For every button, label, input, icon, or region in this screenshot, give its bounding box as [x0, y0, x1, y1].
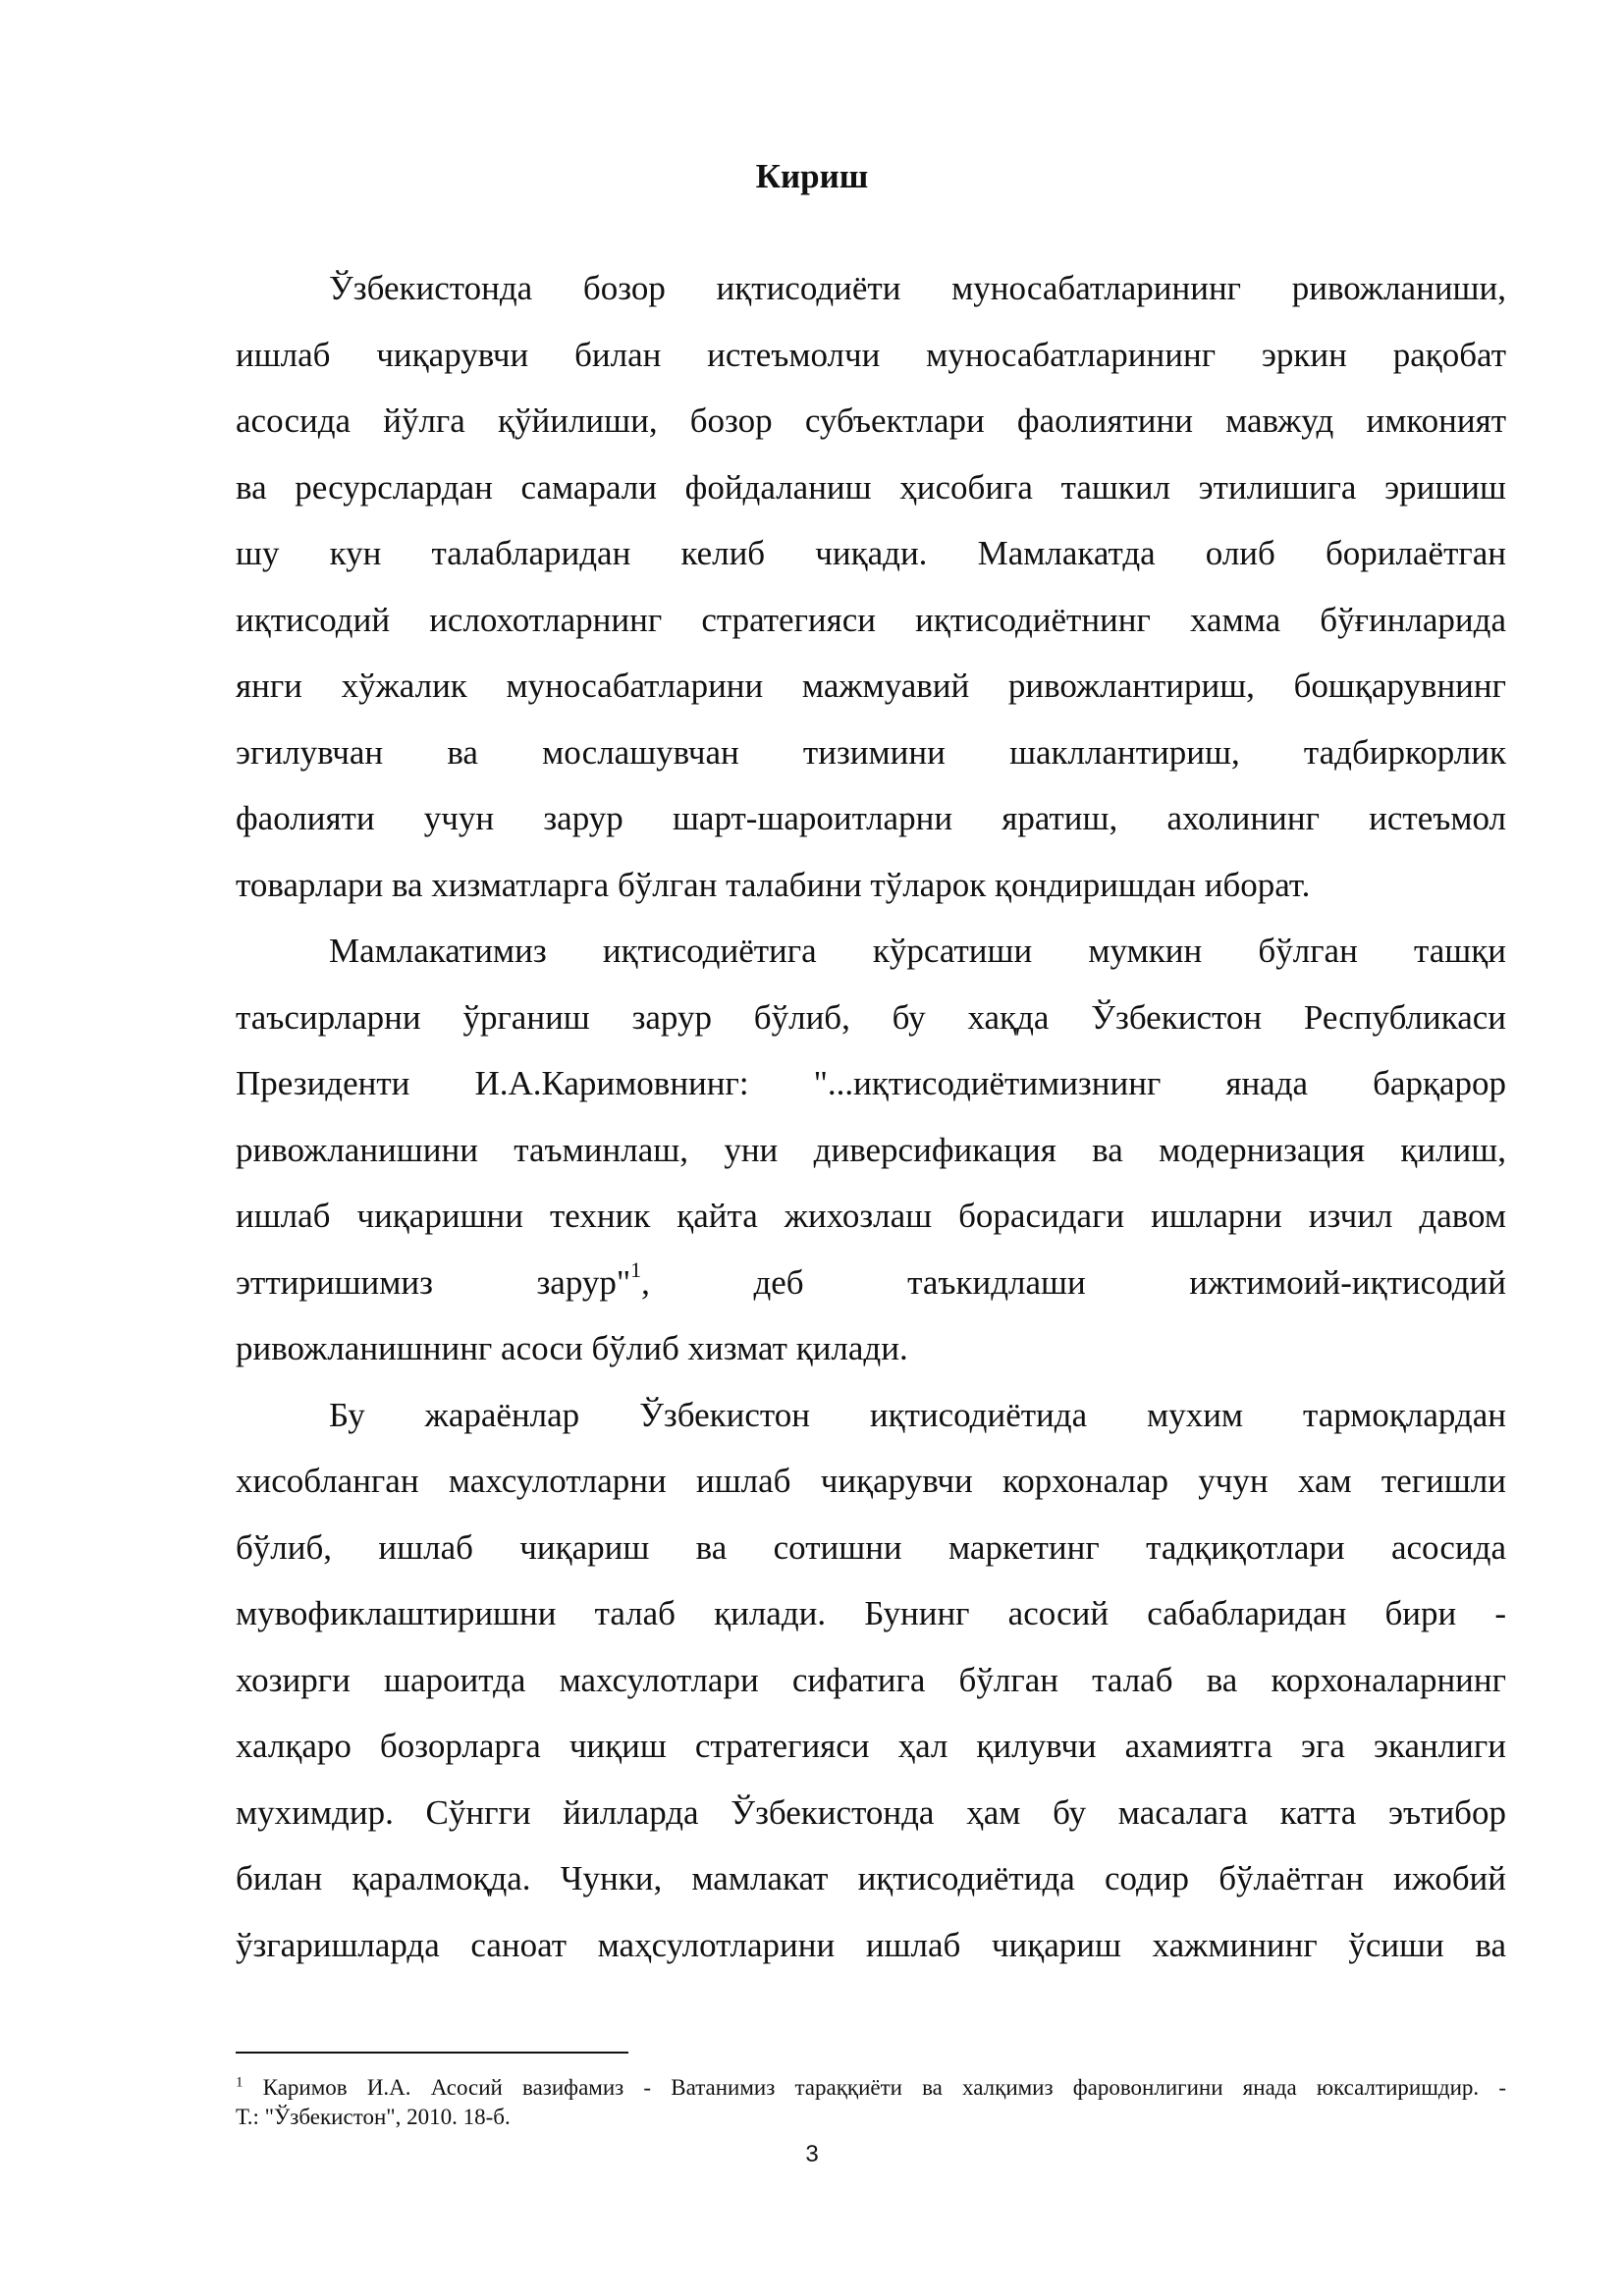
text-line: халқаро бозорларга чиқиш стратегияси ҳал қилувчи ахамиятга эга эканлиги: [236, 1727, 1506, 1765]
text-line: ишлаб чиқаришни техник қайта жихозлаш борасидаги ишларни изчил давом: [236, 1197, 1506, 1235]
text-line: эгилувчан ва мослашувчан тизимини шакллантириш, тадбиркорлик: [236, 732, 1506, 772]
text-line: асосида йўлга қўйилиши, бозор субъектлари фаолиятини мавжуд имконият: [236, 401, 1506, 440]
text-line: хозирги шароитда махсулотлари сифатига бўлган талаб ва корхоналарнинг: [236, 1660, 1506, 1699]
text-line: Ўзбекистонда бозор иқтисодиёти муносабатларининг ривожланиши,: [329, 269, 1506, 307]
text-line: иқтисодий ислохотларнинг стратегияси иқтисодиётнинг хамма бўғинларида: [236, 600, 1506, 639]
text-line: Бу жараёнлар Ўзбекистон иқтисодиётида мухим тармоқлардан: [329, 1395, 1506, 1434]
text-line: мувофиклаштиришни талаб қилади. Бунинг асосий сабабларидан бири -: [236, 1594, 1506, 1632]
text-line: ривожланишини таъминлаш, уни диверсификация ва модернизация қилиш,: [236, 1130, 1506, 1169]
text-line: ва ресурслардан самарали фойдаланиш ҳисобига ташкил этилишига эришиш: [236, 467, 1506, 507]
text-line: Президенти И.А.Каримовнинг: "...иқтисодиётимизнинг янада барқарор: [236, 1064, 1506, 1102]
body-text: [236, 255, 1506, 1978]
paragraph-2: [236, 918, 1506, 1382]
text-line: товарлари ва хизматларга бўлган талабини тўларок қондиришдан иборат.: [236, 865, 1311, 904]
page-title: Кириш: [755, 157, 869, 195]
text-line: билан қаралмоқда. Чунки, мамлакат иқтисодиётида содир бўлаётган ижобий: [236, 1859, 1506, 1897]
quote-continuation: , деб таъкидлаши ижтимоий-иқтисодий: [641, 1262, 1506, 1302]
quote-end: эттиришимиз зарур": [236, 1262, 631, 1302]
text-line: хисобланган махсулотларни ишлаб чиқарувчи корхоналар учун хам тегишли: [236, 1462, 1506, 1500]
text-line: мухимдир. Сўнгги йилларда Ўзбекистонда ҳам бу масалага катта эътибор: [236, 1792, 1506, 1832]
text-line: ўзгаришларда саноат маҳсулотларини ишлаб чиқариш хажмининг ўсиши ва: [236, 1925, 1506, 1964]
footnote-separator: [236, 2052, 628, 2054]
text-line: ишлаб чиқарувчи билан истеъмолчи муносабатларининг эркин рақобат: [236, 335, 1506, 374]
footnote-line: Т.: "Ўзбекистон", 2010. 18-б.: [236, 2105, 511, 2129]
text-line-with-footnote: [236, 1250, 1506, 1316]
text-line: фаолияти учун зарур шарт-шароитларни яратиш, ахолининг истеъмол: [236, 799, 1506, 837]
paragraph-1: [236, 255, 1506, 918]
text-line: шу кун талабларидан келиб чиқади. Мамлакатда олиб борилаётган: [236, 534, 1506, 572]
paragraph-3: [236, 1382, 1506, 1979]
text-line: ривожланишнинг асоси бўлиб хизмат қилади.: [236, 1329, 908, 1367]
footnote: [236, 2073, 1506, 2132]
text-line: янги хўжалик муносабатларини мажмуавий ривожлантириш, бошқарувнинг: [236, 667, 1506, 705]
footnote-number: 1: [236, 2074, 244, 2091]
text-line: Мамлакатимиз иқтисодиётига кўрсатиши мумкин бўлган ташқи: [329, 932, 1506, 970]
footnote-text: Каримов И.А. Асосий вазифамиз - Ватанимиз тараққиёти ва халқимиз фаровонлигини янада юксалтиришдир. -: [262, 2075, 1506, 2100]
footnote-line: [236, 2073, 1506, 2103]
page-number: 3: [805, 2141, 819, 2167]
footnote-marker[interactable]: 1: [630, 1256, 642, 1282]
text-line: бўлиб, ишлаб чиқариш ва сотишни маркетинг тадқиқотлари асосида: [236, 1527, 1506, 1567]
text-line: таъсирларни ўрганиш зарур бўлиб, бу хақда Ўзбекистон Республикаси: [236, 997, 1506, 1037]
